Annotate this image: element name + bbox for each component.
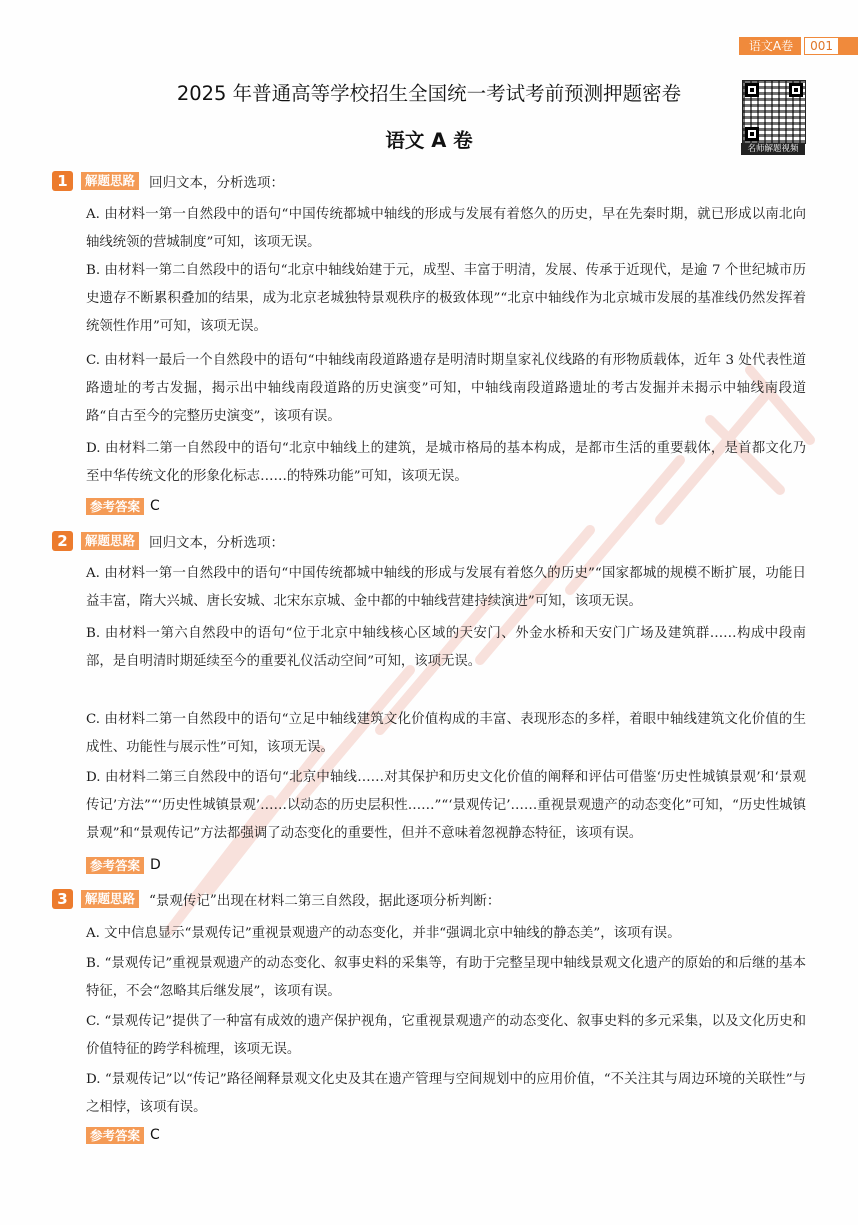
option-text: D. 由材料二第三自然段中的语句“北京中轴线……对其保护和历史文化价值的阐释和评估可借鉴‘历史性城镇景观’和‘景观传记’方法”“‘历史性城镇景观’……以动态的历史层积性……”“‘景观传记’……重视景观遗产的动态变化”可知，“历史性城镇景观”和“景观传记”方法都强调了动态变化的重要性，但并不意味着忽视静态特征，该项有误。: [86, 770, 806, 841]
page-tag-tail: [838, 37, 858, 55]
page-subtitle: 语文 A 卷: [385, 129, 473, 152]
option-text: C. 由材料二第一自然段中的语句“立足中轴线建筑文化价值构成的丰富、表现形态的多样，着眼中轴线建筑文化价值的生成性、功能性与展示性”可知，该项无误。: [86, 712, 806, 755]
answer-label: 参考答案: [86, 498, 144, 515]
answer-row: [86, 497, 160, 515]
option-text: D. “景观传记”以“传记”路径阐释景观文化史及其在遗产管理与空间规划中的应用价值，“不关注其与周边环境的关联性”与之相悖，该项有误。: [86, 1072, 806, 1115]
question-header: [52, 531, 284, 551]
option-text: C. 由材料一最后一个自然段中的语句“中轴线南段道路遗存是明清时期皇家礼仪线路的有形物质载体，近年 3 处代表性道路遗址的考古发掘，揭示出中轴线南段道路的历史演变”可知，中轴线南段道路遗址的考古发掘并未揭示中轴线南段道路“自古至今的完整历史演变”，该项有误。: [86, 353, 806, 424]
question-number: 2: [52, 531, 73, 551]
question-number: 3: [52, 889, 73, 909]
answer-row: [86, 1126, 160, 1144]
option-text: B. 由材料一第六自然段中的语句“位于北京中轴线核心区域的天安门、外金水桥和天安门广场及建筑群……构成中段南部，是自明清时期延续至今的重要礼仪活动空间”可知，该项无误。: [86, 626, 806, 669]
option-text: D. 由材料二第一自然段中的语句“北京中轴线上的建筑，是城市格局的基本构成，是都市生活的重要载体，是首都文化乃至中华传统文化的形象化标志……的特殊功能”可知，该项无误。: [86, 441, 806, 484]
question-intro: “景观传记”出现在材料二第三自然段，据此逐项分析判断：: [149, 893, 501, 909]
question-header: [52, 889, 500, 909]
option-text: B. 由材料一第二自然段中的语句“北京中轴线始建于元，成型、丰富于明清，发展、传承于近现代，是逾 7 个世纪城市历史遗存不断累积叠加的结果，成为北京老城独特景观秩序的极致体现”“北京中轴线作为北京城市发展的基准线仍然发挥着统领性作用”可知，该项无误。: [86, 263, 806, 334]
question-intro: 回归文本，分析选项：: [149, 535, 285, 551]
answer-label: 参考答案: [86, 857, 144, 874]
qr-finder: [789, 83, 803, 97]
approach-label: 解题思路: [81, 890, 139, 908]
page-number: 001: [804, 37, 838, 55]
approach-label: 解题思路: [81, 532, 139, 550]
qr-caption: 名师解题视频: [741, 143, 805, 155]
question-header: [52, 171, 284, 191]
option-text: A. 由材料一第一自然段中的语句“中国传统都城中轴线的形成与发展有着悠久的历史”“国家都城的规模不断扩展，功能日益丰富，隋大兴城、唐长安城、北宋东京城、金中都的中轴线营建持续演进”可知，该项无误。: [86, 566, 806, 609]
approach-label: 解题思路: [81, 172, 139, 190]
qr-code-icon[interactable]: [742, 80, 806, 144]
qr-finder: [745, 83, 759, 97]
page-tag: [739, 37, 858, 55]
qr-finder: [745, 127, 759, 141]
question-number: 1: [52, 171, 73, 191]
question-intro: 回归文本，分析选项：: [149, 175, 285, 191]
page-tag-subject: 语文A卷: [739, 37, 801, 55]
answer-value: C: [150, 1127, 160, 1143]
answer-row: [86, 856, 161, 874]
page-title: 2025 年普通高等学校招生全国统一考试考前预测押题密卷: [176, 82, 682, 105]
answer-label: 参考答案: [86, 1127, 144, 1144]
answer-value: D: [150, 857, 161, 873]
answer-value: C: [150, 498, 160, 514]
option-text: A. 由材料一第一自然段中的语句“中国传统都城中轴线的形成与发展有着悠久的历史，早在先秦时期，就已形成以南北向轴线统领的营城制度”可知，该项无误。: [86, 207, 806, 250]
option-text: A. 文中信息显示“景观传记”重视景观遗产的动态变化，并非“强调北京中轴线的静态美”，该项有误。: [86, 926, 681, 941]
option-text: C. “景观传记”提供了一种富有成效的遗产保护视角，它重视景观遗产的动态变化、叙事史料的多元采集，以及文化历史和价值特征的跨学科梳理，该项无误。: [86, 1014, 806, 1057]
option-text: B. “景观传记”重视景观遗产的动态变化、叙事史料的采集等，有助于完整呈现中轴线景观文化遗产的原始的和后继的基本特征，不会“忽略其后继发展”，该项有误。: [86, 956, 806, 999]
